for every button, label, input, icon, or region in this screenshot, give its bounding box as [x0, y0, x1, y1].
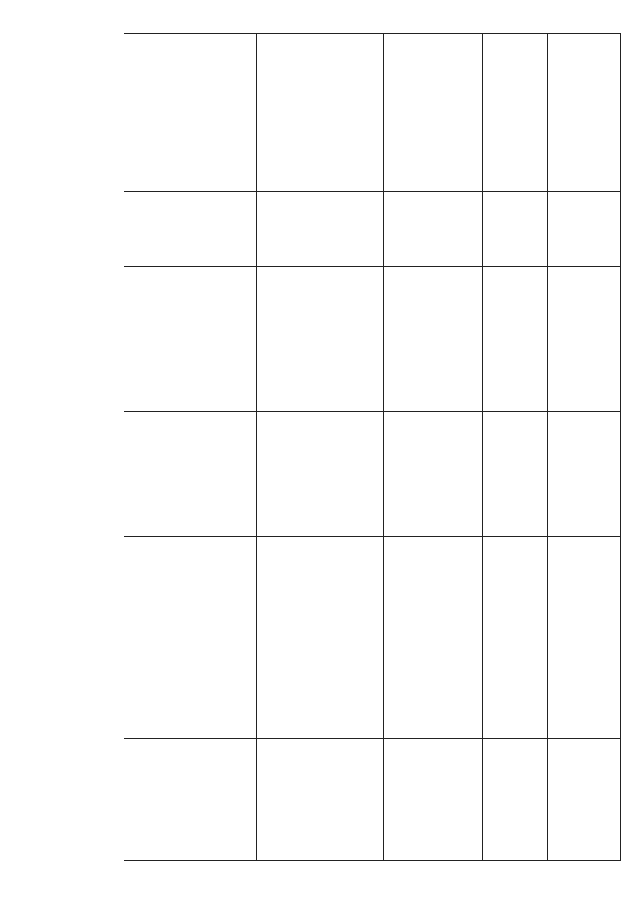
- indicator-table: [124, 33, 621, 861]
- information-source-cell: [384, 412, 483, 536]
- compliance-cell: [384, 739, 483, 861]
- bottom-spacer: [124, 861, 621, 862]
- indicator-name-cell: [124, 34, 257, 192]
- data-source-cell: [257, 267, 384, 412]
- header-calculation-method: [548, 536, 621, 738]
- calculation-method-cell: [124, 536, 257, 738]
- table-row: [384, 34, 483, 861]
- information-source-cell: [124, 412, 257, 536]
- indicator-name-cell: [483, 34, 548, 192]
- table-header-row: [548, 34, 621, 861]
- compliance-cell: [257, 739, 384, 861]
- table-row: [257, 34, 384, 861]
- compliance-cell: [483, 739, 548, 861]
- calculation-method-cell: [483, 536, 548, 738]
- calculation-method-cell: [257, 536, 384, 738]
- unit-cell: [257, 192, 384, 267]
- unit-cell: [124, 192, 257, 267]
- data-source-cell: [483, 267, 548, 412]
- table-row: [124, 34, 257, 861]
- unit-cell: [384, 192, 483, 267]
- header-presidential-decrees-compliance: [548, 739, 621, 861]
- header-indicator-name: [548, 34, 621, 192]
- information-source-cell: [483, 412, 548, 536]
- information-source-cell: [257, 412, 384, 536]
- header-unit: [548, 192, 621, 267]
- unit-cell: [483, 192, 548, 267]
- data-source-cell: [124, 267, 257, 412]
- indicator-name-cell: [257, 34, 384, 192]
- indicator-name-cell: [384, 34, 483, 192]
- compliance-cell: [124, 739, 257, 861]
- header-data-source: [548, 267, 621, 412]
- header-information-source: [548, 412, 621, 536]
- calculation-method-cell: [384, 536, 483, 738]
- data-source-cell: [384, 267, 483, 412]
- rotated-table-frame: [124, 33, 621, 861]
- table-row: [483, 34, 548, 861]
- rotated-table-holder: [124, 33, 621, 861]
